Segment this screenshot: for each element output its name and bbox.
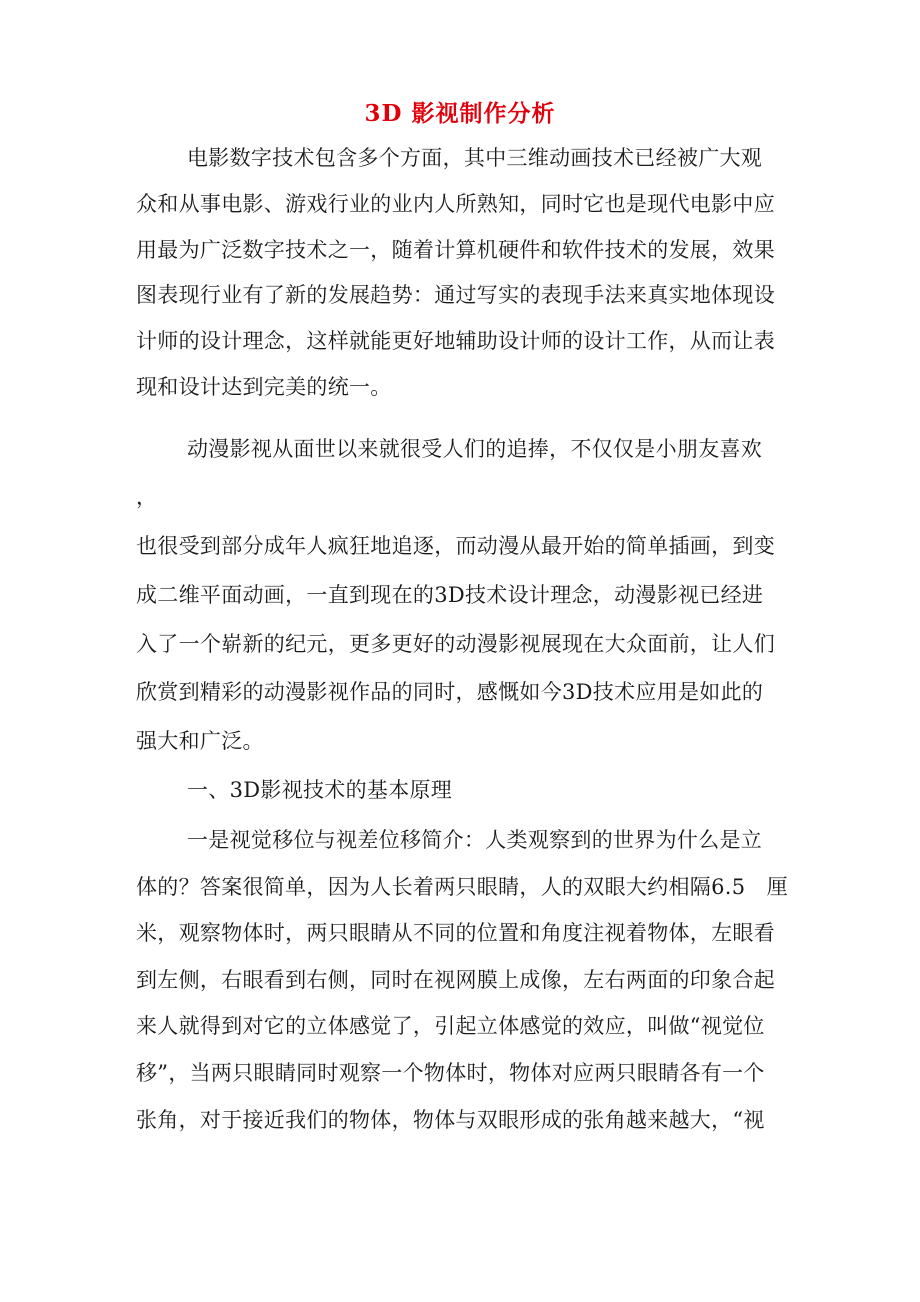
paragraph-3-line-5: 来人就得到对它的立体感觉了，引起立体感觉的效应，叫做“视觉位	[136, 1014, 765, 1038]
paragraph-1-line-1: 电影数字技术包含多个方面，其中三维动画技术已经被广大观	[187, 146, 763, 170]
section-heading: 一、3D影视技术的基本原理	[187, 778, 453, 802]
paragraph-2-line-6: 欣赏到精彩的动漫影视作品的同时，感慨如今3D技术应用是如此的	[136, 680, 764, 704]
paragraph-1-line-6: 现和设计达到完美的统一。	[136, 375, 392, 399]
paragraph-3-line-7: 张角，对于接近我们的物体，物体与双眼形成的张角越来越大，“视	[136, 1108, 765, 1132]
paragraph-2-line-4: 成二维平面动画，一直到现在的3D技术设计理念，动漫影视已经进	[136, 583, 764, 607]
paragraph-3-line-6: 移”，当两只眼睛同时观察一个物体时，物体对应两只眼睛各有一个	[136, 1061, 765, 1085]
paragraph-1-line-3: 用最为广泛数字技术之一，随着计算机硬件和软件技术的发展，效果	[136, 238, 775, 262]
paragraph-3-line-1: 一是视觉移位与视差位移简介：人类观察到的世界为什么是立	[187, 828, 763, 852]
paragraph-3-line-2: 体的？答案很简单，因为人长着两只眼睛，人的双眼大约相隔6.5 厘	[136, 875, 788, 899]
paragraph-2-line-1: 动漫影视从面世以来就很受人们的追捧，不仅仅是小朋友喜欢	[187, 437, 763, 461]
paragraph-2-line-2: ，	[136, 485, 158, 509]
paragraph-1-line-5: 计师的设计理念，这样就能更好地辅助设计师的设计工作，从而让表	[136, 329, 775, 353]
paragraph-2-line-5: 入了一个崭新的纪元，更多更好的动漫影视展现在大众面前，让人们	[136, 632, 775, 656]
paragraph-2-line-7: 强大和广泛。	[136, 729, 264, 753]
paragraph-2-line-3: 也很受到部分成年人疯狂地追逐，而动漫从最开始的简单插画，到变	[136, 534, 775, 558]
paragraph-3-line-4: 到左侧，右眼看到右侧，同时在视网膜上成像，左右两面的印象合起	[136, 968, 775, 992]
paragraph-1-line-4: 图表现行业有了新的发展趋势：通过写实的表现手法来真实地体现设	[136, 283, 775, 307]
paragraph-1-line-2: 众和从事电影、游戏行业的业内人所熟知，同时它也是现代电影中应	[136, 192, 775, 216]
paragraph-3-line-3: 米，观察物体时，两只眼睛从不同的位置和角度注视着物体，左眼看	[136, 921, 775, 945]
document-title: 3D 影视制作分析	[364, 100, 556, 127]
